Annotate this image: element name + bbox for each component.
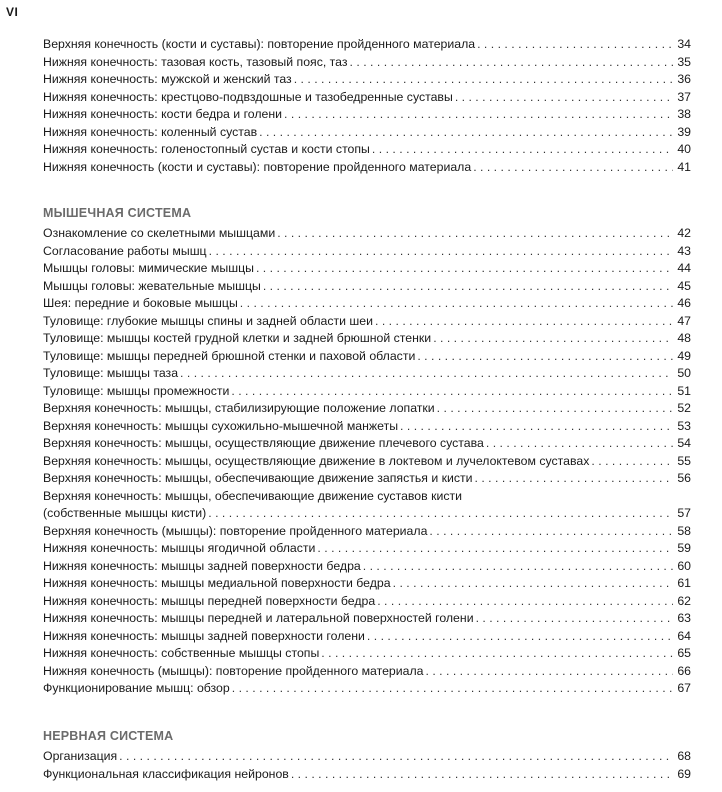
toc-entry[interactable]	[43, 435, 691, 453]
dot-leader	[209, 243, 673, 261]
toc-entry-title: Нижняя конечность: коленный сустав	[43, 124, 258, 139]
dot-leader	[294, 71, 673, 89]
dot-leader	[473, 159, 673, 177]
toc-entry[interactable]	[43, 159, 691, 177]
toc-entry-title: Туловище: мышцы передней брюшной стенки и паховой области	[43, 348, 416, 363]
toc-entry-page: 60	[677, 558, 691, 573]
toc-entry-page: 40	[677, 142, 691, 156]
dot-leader	[208, 505, 673, 523]
toc-entry[interactable]	[43, 453, 691, 471]
toc-entry[interactable]	[43, 523, 691, 541]
dot-leader	[455, 89, 673, 107]
toc-entry-page: 61	[677, 576, 691, 590]
dot-leader	[426, 663, 674, 681]
toc-entry-title: Верхняя конечность: мышцы, осуществляющие движение плечевого сустава	[43, 436, 484, 450]
toc-entry-title: (собственные мышцы кисти)	[43, 506, 207, 520]
toc-entry-title: Нижняя конечность: мужской и женский таз	[43, 72, 292, 86]
dot-leader	[321, 645, 673, 663]
dot-leader	[232, 680, 673, 698]
toc-entry-page: 36	[677, 72, 691, 86]
dot-leader	[367, 628, 673, 646]
dot-leader	[437, 400, 673, 418]
dot-leader	[475, 470, 673, 488]
dot-leader	[417, 348, 673, 366]
toc-entry-title: Нижняя конечность: голеностопный сустав и кости стопы	[43, 142, 370, 156]
toc-entry-title: Верхняя конечность (кости и суставы): повторение пройденного материала	[43, 37, 476, 51]
toc-entry[interactable]	[43, 748, 691, 766]
toc-entry[interactable]	[43, 54, 691, 72]
dot-leader	[375, 313, 673, 331]
page-number: VI	[6, 5, 19, 19]
toc-entry[interactable]	[43, 645, 691, 663]
toc-entry-page: 54	[677, 436, 691, 450]
toc-entry[interactable]	[43, 89, 691, 107]
toc-entry-title: Функциональная классификация нейронов	[43, 766, 289, 781]
toc-entry[interactable]	[43, 124, 691, 142]
toc-entry[interactable]	[43, 628, 691, 646]
toc-entry[interactable]	[43, 36, 691, 54]
toc-entry-title: Нижняя конечность (кости и суставы): повторение пройденного материала	[43, 159, 472, 174]
toc-entry[interactable]	[43, 313, 691, 331]
toc-entry-title: Нижняя конечность: мышцы передней поверхности бедра	[43, 593, 376, 608]
toc-entry[interactable]	[43, 260, 691, 278]
toc-group-skeletal-continued	[43, 36, 691, 176]
toc-entry[interactable]	[43, 383, 691, 401]
toc-entry-page: 52	[677, 401, 691, 415]
toc-entry[interactable]	[43, 71, 691, 89]
toc-entry-title: Верхняя конечность: мышцы, стабилизирующие положение лопатки	[43, 401, 435, 415]
toc-entry[interactable]	[43, 243, 691, 261]
toc-entry-title: Верхняя конечность: мышцы, обеспечивающие движение суставов кисти	[43, 488, 462, 503]
toc-entry-title: Туловище: мышцы таза	[43, 366, 179, 380]
toc-entry-title: Мышцы головы: мимические мышцы	[43, 261, 254, 275]
toc-entry-page: 48	[677, 331, 691, 345]
dot-leader	[433, 330, 673, 348]
toc-entry-page: 62	[677, 593, 691, 608]
toc-entry[interactable]	[43, 141, 691, 159]
toc-entry-title: Шея: передние и боковые мышцы	[43, 296, 238, 310]
dot-leader	[350, 54, 673, 72]
toc-entry-title: Нижняя конечность (мышцы): повторение пройденного материала	[43, 663, 424, 678]
toc-entry-page: 42	[677, 226, 691, 240]
toc-entry-title: Нижняя конечность: мышцы задней поверхности голени	[43, 628, 365, 643]
dot-leader	[400, 418, 673, 436]
dot-leader	[180, 365, 673, 383]
dot-leader	[259, 124, 673, 142]
dot-leader	[256, 260, 673, 278]
toc-entry-page: 56	[677, 471, 691, 485]
toc-entry-page: 45	[677, 278, 691, 293]
toc-entry-page: 38	[677, 107, 691, 121]
toc-entry-title: Мышцы головы: жевательные мышцы	[43, 278, 261, 293]
toc-entry[interactable]	[43, 610, 691, 628]
toc-entry-page: 67	[677, 681, 691, 695]
toc-entry-title: Верхняя конечность: мышцы, обеспечивающие движение запястья и кисти	[43, 471, 473, 485]
toc-entry-title: Нижняя конечность: мышцы задней поверхности бедра	[43, 558, 361, 573]
toc-entry[interactable]	[43, 663, 691, 681]
toc-entry-page: 64	[677, 628, 691, 643]
section-heading-muscular: МЫШЕЧНАЯ СИСТЕМА	[43, 206, 192, 220]
toc-entry-title: Туловище: мышцы костей грудной клетки и задней брюшной стенки	[43, 331, 432, 345]
dot-leader	[377, 593, 673, 611]
toc-entry-page: 69	[677, 766, 691, 781]
toc-entry[interactable]	[43, 106, 691, 124]
toc-entry[interactable]	[43, 330, 691, 348]
toc-entry-page: 53	[677, 418, 691, 433]
dot-leader	[277, 225, 673, 243]
toc-entry[interactable]	[43, 558, 691, 576]
dot-leader	[119, 748, 673, 766]
toc-entry[interactable]	[43, 365, 691, 383]
toc-entry-title: Верхняя конечность: мышцы сухожильно-мышечной манжеты	[43, 418, 399, 433]
dot-leader	[477, 36, 673, 54]
toc-entry-title: Согласование работы мышц	[43, 243, 207, 258]
toc-entry-page: 41	[677, 159, 691, 174]
toc-entry-title: Верхняя конечность (мышцы): повторение пройденного материала	[43, 523, 428, 538]
toc-entry-title: Организация	[43, 749, 118, 763]
toc-entry[interactable]	[43, 225, 691, 243]
dot-leader	[476, 610, 673, 628]
dot-leader	[284, 106, 673, 124]
toc-entry-page: 47	[677, 313, 691, 328]
toc-entry[interactable]	[43, 766, 691, 784]
toc-entry-title: Туловище: глубокие мышцы спины и задней области шеи	[43, 313, 373, 328]
toc-entry-page: 58	[677, 523, 691, 538]
toc-entry-title: Нижняя конечность: мышцы ягодичной области	[43, 541, 316, 555]
toc-entry-line	[43, 488, 691, 506]
dot-leader	[486, 435, 673, 453]
toc-entry-page: 43	[677, 243, 691, 258]
toc-entry-title: Нижняя конечность: собственные мышцы стопы	[43, 646, 320, 660]
toc-entry[interactable]	[43, 575, 691, 593]
dot-leader	[291, 766, 673, 784]
toc-entry-page: 66	[677, 663, 691, 678]
toc-entry-page: 63	[677, 611, 691, 625]
dot-leader	[263, 278, 673, 296]
dot-leader	[317, 540, 673, 558]
toc-entry-page: 55	[677, 453, 691, 468]
toc-entry-page: 44	[677, 261, 691, 275]
toc-entry[interactable]	[43, 400, 691, 418]
toc-entry[interactable]	[43, 278, 691, 296]
toc-entry-page: 49	[677, 348, 691, 363]
toc-entry-page: 57	[677, 506, 691, 520]
toc-entry-title: Ознакомление со скелетными мышцами	[43, 226, 276, 240]
toc-entry-page: 39	[677, 124, 691, 139]
toc-entry[interactable]	[43, 295, 691, 313]
dot-leader	[393, 575, 673, 593]
toc-entry-title: Туловище: мышцы промежности	[43, 383, 230, 398]
dot-leader	[231, 383, 673, 401]
toc-entry-page: 46	[677, 296, 691, 310]
toc-entry-title: Верхняя конечность: мышцы, осуществляющие движение в локтевом и лучелоктевом суставах	[43, 453, 590, 468]
section-heading-nervous: НЕРВНАЯ СИСТЕМА	[43, 729, 174, 743]
toc-entry[interactable]	[43, 593, 691, 611]
toc-entry-page: 51	[677, 383, 691, 398]
toc-entry-page: 65	[677, 646, 691, 660]
toc-entry-page: 68	[677, 749, 691, 763]
toc-section-muscular	[43, 203, 691, 698]
dot-leader	[429, 523, 673, 541]
toc-entry-title: Нижняя конечность: тазовая кость, тазовый пояс, таз	[43, 54, 348, 69]
toc-entry-title: Нижняя конечность: мышцы передней и латеральной поверхностей голени	[43, 611, 474, 625]
toc-entry-page: 37	[677, 89, 691, 104]
toc-entry[interactable]	[43, 348, 691, 366]
toc-entry-title: Функционирование мышц: обзор	[43, 681, 230, 695]
toc-entry-page: 34	[677, 37, 691, 51]
toc-entry[interactable]	[43, 680, 691, 698]
toc-entry[interactable]	[43, 418, 691, 436]
toc-entry-title: Нижняя конечность: кости бедра и голени	[43, 107, 283, 121]
toc-entry-title: Нижняя конечность: крестцово-подвздошные и тазобедренные суставы	[43, 89, 453, 104]
dot-leader	[591, 453, 673, 471]
toc-entry[interactable]	[43, 470, 691, 488]
toc-entry[interactable]	[43, 505, 691, 523]
toc-entry-page: 35	[677, 54, 691, 69]
dot-leader	[240, 295, 673, 313]
dot-leader	[372, 141, 673, 159]
toc-entry-title: Нижняя конечность: мышцы медиальной поверхности бедра	[43, 576, 391, 590]
toc-section-nervous	[43, 726, 691, 783]
dot-leader	[363, 558, 673, 576]
toc-entry[interactable]	[43, 540, 691, 558]
toc-entry-page: 50	[677, 366, 691, 380]
toc-entry-page: 59	[677, 541, 691, 555]
